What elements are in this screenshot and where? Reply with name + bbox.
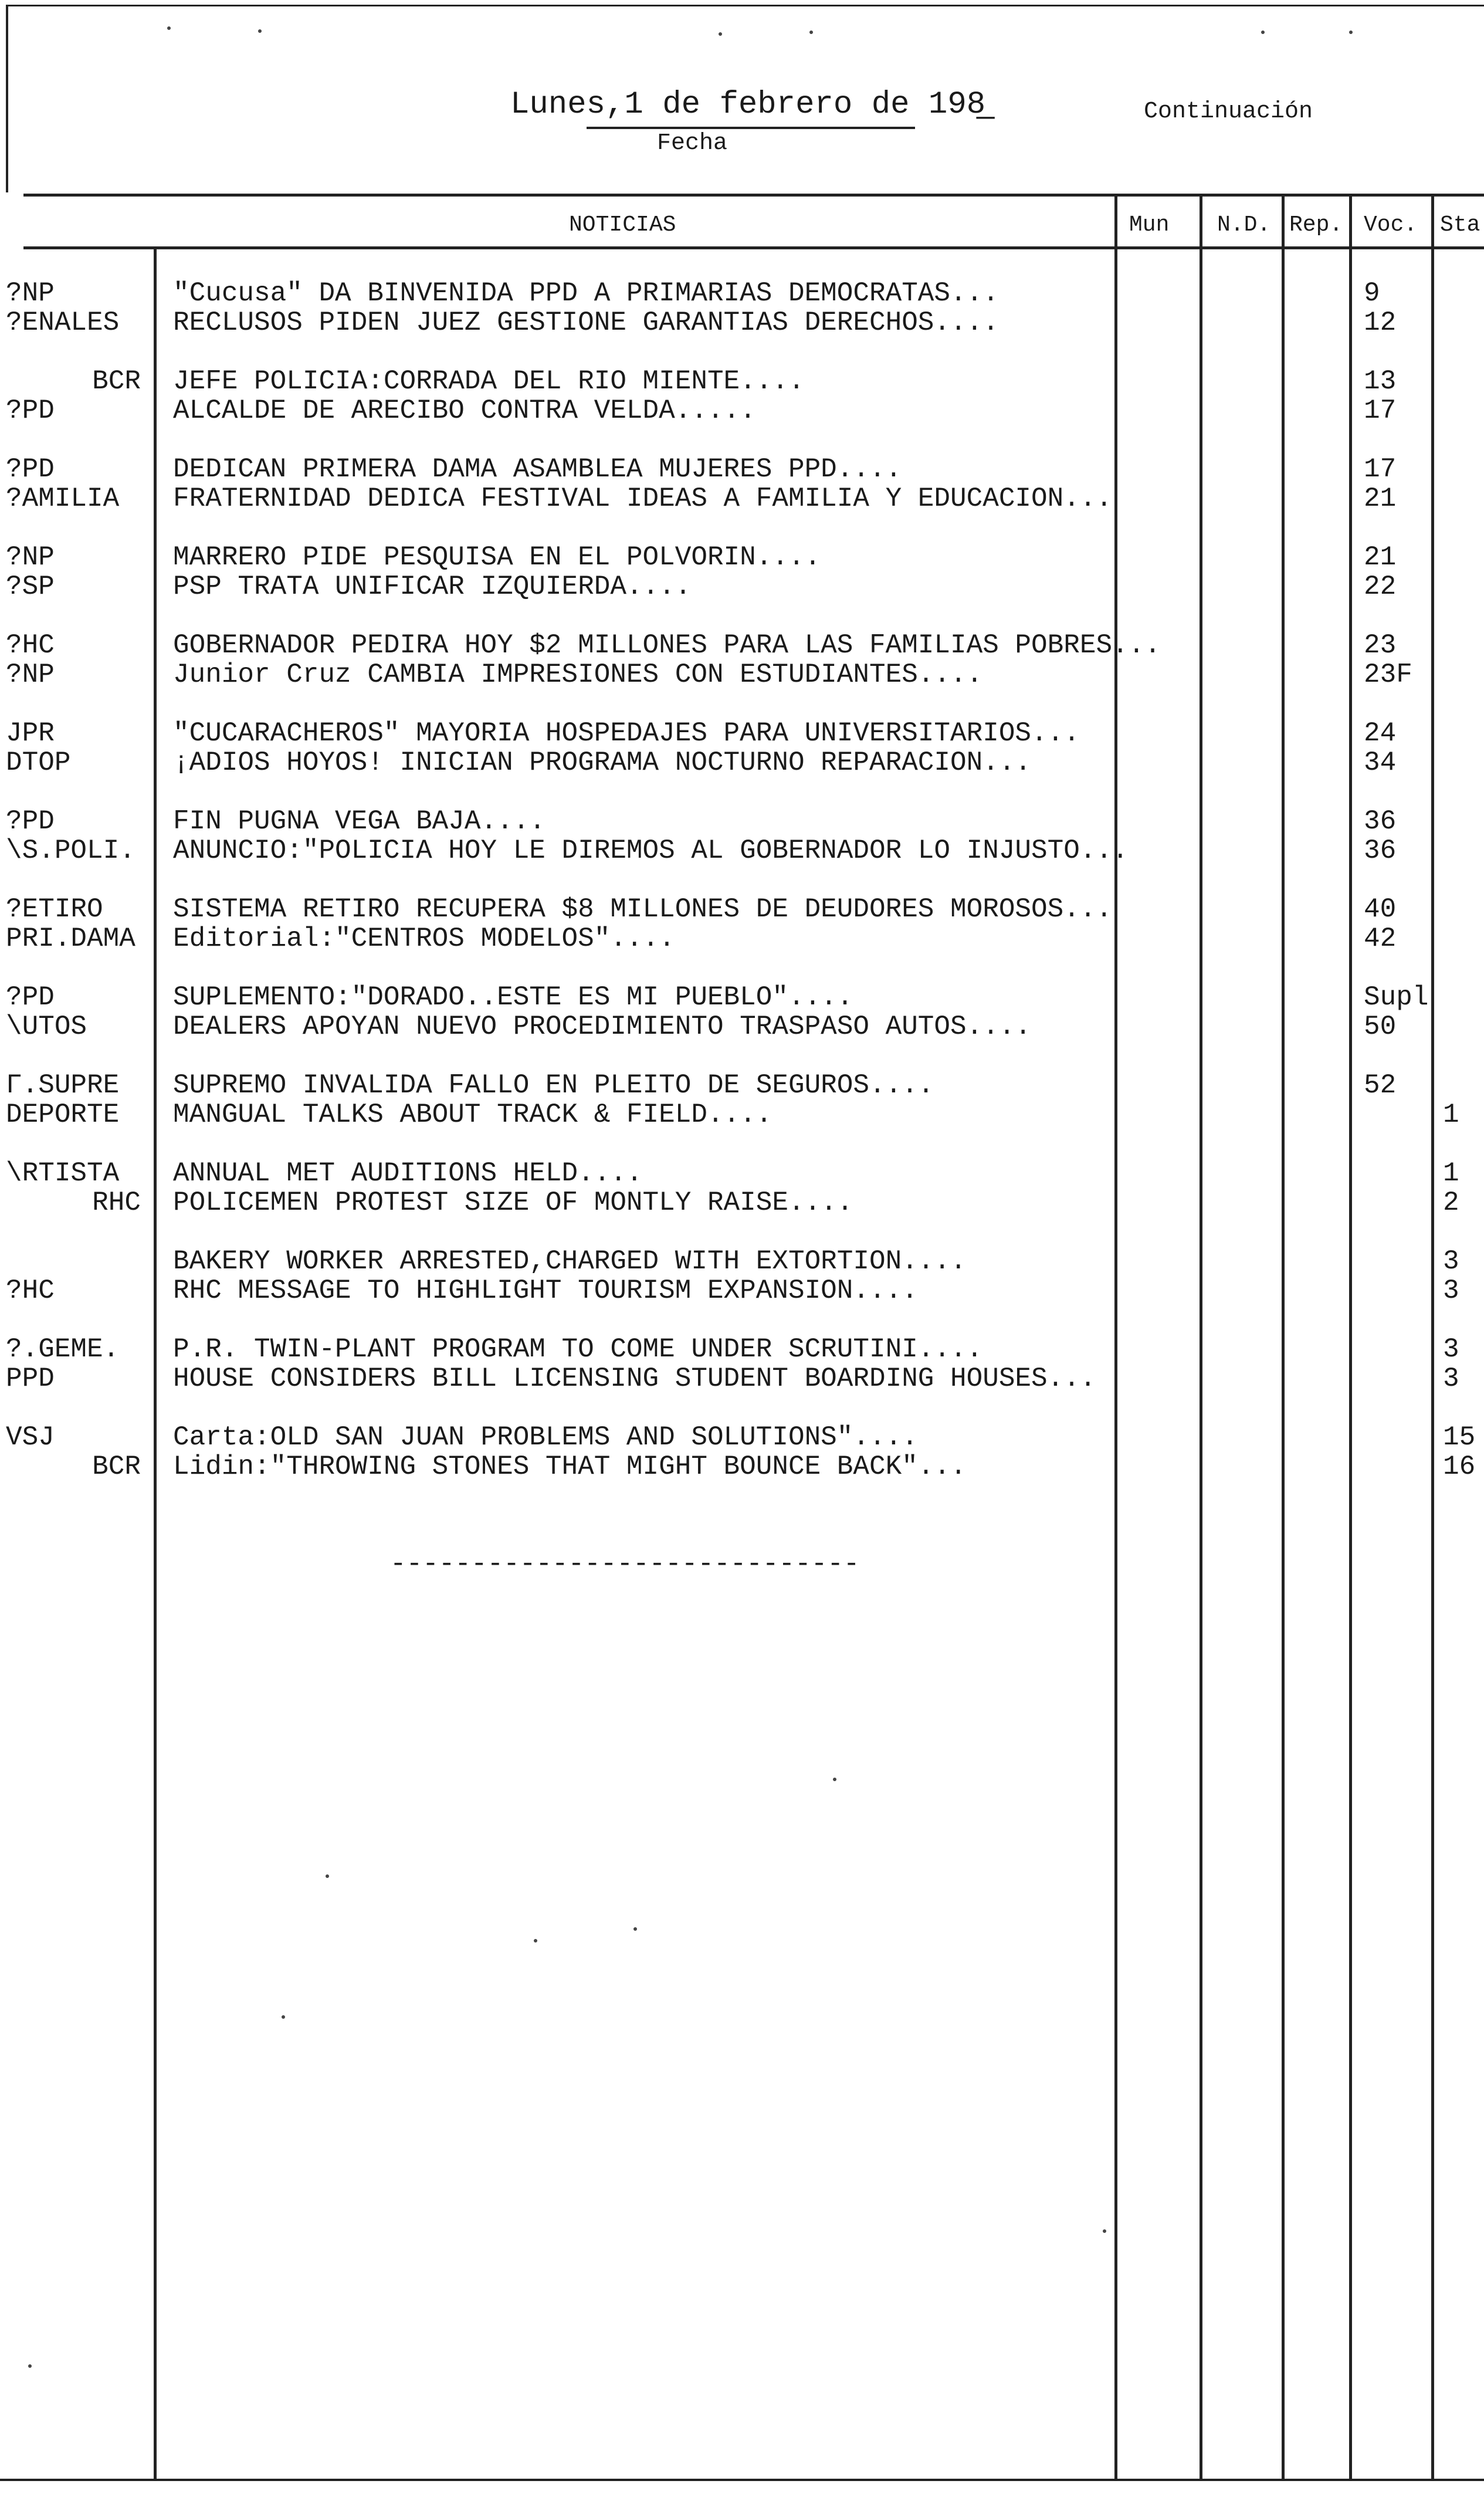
news-row [0,660,1484,689]
category-code: DEPORTE [6,1100,120,1129]
sta-page: 3 [1443,1275,1459,1306]
sta-page: 16 [1443,1451,1476,1482]
column-header-sta: Sta [1440,212,1480,238]
headline: DEALERS APOYAN NUEVO PROCEDIMIENTO TRASPASO AUTOS.... [173,1011,1032,1042]
headline: Lidin:"THROWING STONES THAT MIGHT BOUNCE BACK"... [173,1451,967,1482]
headline: "Cucusa" DA BINVENIDA PPD A PRIMARIAS DEMOCRATAS... [173,278,999,309]
news-row [0,279,1484,308]
sta-page: 1 [1443,1099,1459,1130]
voc-page: 17 [1364,454,1397,485]
entry-group [0,895,1484,983]
voc-page: 21 [1364,542,1397,573]
headline: FIN PUGNA VEGA BAJA.... [173,806,546,837]
entry-group [0,1335,1484,1423]
scan-speck [1349,31,1353,34]
entry-group [0,455,1484,543]
category-code: ?PD [6,396,55,425]
voc-page: 22 [1364,571,1397,602]
news-row [0,1276,1484,1305]
news-row [0,1423,1484,1452]
headline: ANUNCIO:"POLICIA HOY LE DIREMOS AL GOBERNADOR LO INJUSTO... [173,835,1129,866]
headline: Carta:OLD SAN JUAN PROBLEMS AND SOLUTIONS".... [173,1422,918,1453]
category-code: ?PD [6,983,55,1012]
date-text: Lunes,1 de febrero de 198̲ [510,87,986,123]
voc-page: 21 [1364,483,1397,514]
news-row [0,484,1484,513]
scan-speck [719,32,722,36]
voc-page: Supl [1364,982,1429,1013]
news-row [0,836,1484,865]
sta-page: 1 [1443,1158,1459,1189]
scan-speck [1261,31,1265,34]
scan-speck [326,1874,329,1878]
entry-group [0,1071,1484,1159]
voc-page: 9 [1364,278,1380,309]
voc-page: 36 [1364,835,1397,866]
headline: POLICEMEN PROTEST SIZE OF MONTLY RAISE.... [173,1187,853,1218]
headline: ANNUAL MET AUDITIONS HELD.... [173,1158,643,1189]
entry-group [0,983,1484,1071]
news-row [0,1247,1484,1276]
category-code: DTOP [6,748,71,777]
news-row [0,572,1484,601]
news-entries [0,279,1484,1511]
category-code: Γ.SUPRE [6,1071,120,1100]
column-header-rep: Rep. [1289,212,1343,238]
news-row [0,895,1484,924]
scan-speck [167,26,171,30]
voc-page: 13 [1364,366,1397,397]
headline: SISTEMA RETIRO RECUPERA $8 MILLONES DE DEUDORES MOROSOS... [173,894,1113,925]
voc-page: 34 [1364,747,1397,778]
news-row [0,631,1484,660]
continuation-label: Continuación [1144,99,1313,125]
headline: FRATERNIDAD DEDICA FESTIVAL IDEAS A FAMILIA Y EDUCACION... [173,483,1113,514]
category-code: BCR [92,1452,141,1481]
headline: SUPREMO INVALIDA FALLO EN PLEITO DE SEGUROS.... [173,1070,934,1101]
headline: "CUCARACHEROS" MAYORIA HOSPEDAJES PARA UNIVERSITARIOS... [173,718,1080,749]
category-code: ?HC [6,631,55,660]
headline: P.R. TWIN-PLANT PROGRAM TO COME UNDER SCRUTINI.... [173,1334,983,1365]
column-header-noticias: NOTICIAS [569,212,676,238]
headline: ¡ADIOS HOYOS! INICIAN PROGRAMA NOCTURNO REPARACION... [173,747,1032,778]
voc-page: 12 [1364,307,1397,338]
scan-speck [282,2015,285,2019]
scan-speck [633,1927,637,1931]
category-code: ?ENALES [6,308,120,337]
category-code: ?PD [6,455,55,484]
news-row [0,807,1484,836]
category-code: VSJ [6,1423,55,1452]
category-code: ?SP [6,572,55,601]
news-row [0,1159,1484,1188]
voc-page: 52 [1364,1070,1397,1101]
voc-page: 42 [1364,923,1397,954]
category-code: \S.POLI. [6,836,135,865]
voc-page: 24 [1364,718,1397,749]
entry-group [0,1247,1484,1335]
headline: DEDICAN PRIMERA DAMA ASAMBLEA MUJERES PPD.... [173,454,902,485]
category-code: ?NP [6,279,55,308]
category-code: JPR [6,719,55,748]
news-row [0,1071,1484,1100]
news-row [0,1100,1484,1129]
date-label: Fecha [657,130,728,157]
entry-group [0,367,1484,455]
category-code: ?.GEME. [6,1335,120,1364]
scan-speck [28,2364,32,2368]
category-code: \UTOS [6,1012,87,1041]
table-header-bottom-rule [23,246,1484,249]
news-row [0,455,1484,484]
entry-group [0,543,1484,631]
date-underline [587,127,915,129]
news-row [0,1452,1484,1481]
entry-group [0,631,1484,719]
news-row [0,367,1484,396]
column-header-voc: Voc. [1364,212,1418,238]
category-code: ?NP [6,660,55,689]
sta-page: 3 [1443,1334,1459,1365]
category-code: ?NP [6,543,55,572]
news-row [0,1335,1484,1364]
voc-page: 50 [1364,1011,1397,1042]
category-code: ?ETIRO [6,895,103,924]
scan-speck [534,1939,537,1942]
news-row [0,396,1484,425]
sta-page: 3 [1443,1363,1459,1394]
news-row [0,1188,1484,1217]
news-row [0,1364,1484,1393]
voc-page: 40 [1364,894,1397,925]
headline: GOBERNADOR PEDIRA HOY $2 MILLONES PARA LAS FAMILIAS POBRES... [173,630,1161,661]
headline: ALCALDE DE ARECIBO CONTRA VELDA..... [173,395,756,426]
scan-speck [833,1778,836,1781]
entry-group [0,807,1484,895]
voc-page: 17 [1364,395,1397,426]
headline: JEFE POLICIA:CORRADA DEL RIO MIENTE.... [173,366,805,397]
voc-page: 36 [1364,806,1397,837]
news-row [0,543,1484,572]
headline: HOUSE CONSIDERS BILL LICENSING STUDENT BOARDING HOUSES... [173,1363,1096,1394]
category-code: ?AMILIA [6,484,120,513]
page-bottom-rule [0,2479,1484,2481]
headline: PSP TRATA UNIFICAR IZQUIERDA.... [173,571,692,602]
headline: MARRERO PIDE PESQUISA EN EL POLVORIN.... [173,542,821,573]
scan-speck [258,29,262,33]
entry-group [0,1159,1484,1247]
category-code: ?HC [6,1276,55,1305]
voc-page: 23F [1364,659,1412,690]
category-code: RHC [92,1188,141,1217]
category-code: BCR [92,367,141,396]
column-header-nd: N.D. [1217,212,1271,238]
voc-page: 23 [1364,630,1397,661]
headline: SUPLEMENTO:"DORADO..ESTE ES MI PUEBLO".... [173,982,853,1013]
headline: BAKERY WORKER ARRESTED,CHARGED WITH EXTORTION.... [173,1246,967,1277]
news-row [0,924,1484,953]
sta-page: 2 [1443,1187,1459,1218]
scan-speck [809,31,813,34]
entry-group [0,719,1484,807]
news-row [0,308,1484,337]
news-row [0,983,1484,1012]
scan-speck [1103,2229,1106,2233]
entry-group [0,1423,1484,1511]
headline: Editorial:"CENTROS MODELOS".... [173,923,675,954]
column-header-mun: Mun [1129,212,1170,238]
news-row [0,1012,1484,1041]
news-row [0,748,1484,777]
page-top-border [6,5,1484,6]
category-code: PPD [6,1364,55,1393]
category-code: PRI.DAMA [6,924,135,953]
end-of-list-rule: ----------------------------- [390,1549,860,1579]
headline: MANGUAL TALKS ABOUT TRACK & FIELD.... [173,1099,773,1130]
entry-group [0,279,1484,367]
category-code: \RTISTA [6,1159,120,1188]
sta-page: 3 [1443,1246,1459,1277]
sta-page: 15 [1443,1422,1476,1453]
category-code: ?PD [6,807,55,836]
news-row [0,719,1484,748]
headline: RECLUSOS PIDEN JUEZ GESTIONE GARANTIAS DERECHOS.... [173,307,999,338]
page-left-border [6,5,8,192]
headline: Junior Cruz CAMBIA IMPRESIONES CON ESTUDIANTES.... [173,659,983,690]
headline: RHC MESSAGE TO HIGHLIGHT TOURISM EXPANSION.... [173,1275,918,1306]
table-header-top-rule [23,194,1484,197]
